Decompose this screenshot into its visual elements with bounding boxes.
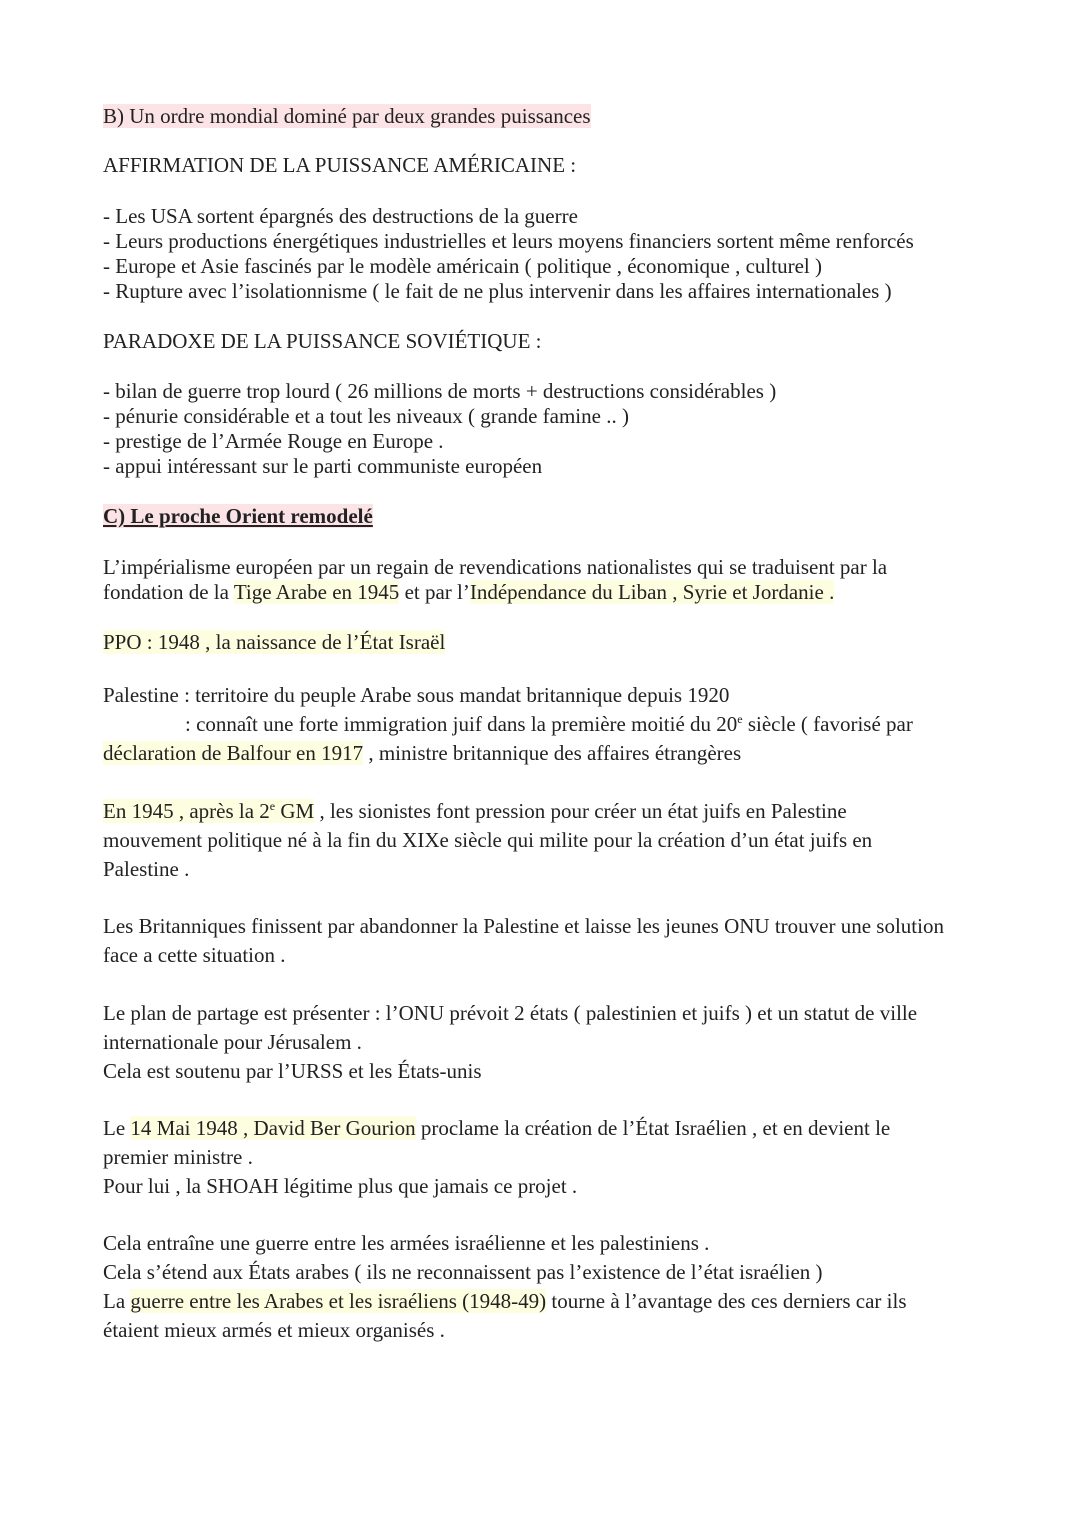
highlight: Indépendance du Liban , Syrie et Jordanie . xyxy=(469,580,835,604)
highlight: Tige Arabe en 1945 xyxy=(233,580,400,604)
highlight: En 1945 , après la 2e GM xyxy=(103,799,315,823)
palestine-line: : connaît une forte immigration juif dans la première moitié du 20e siècle ( favorisé par xyxy=(185,712,913,736)
usa-title: AFFIRMATION DE LA PUISSANCE AMÉRICAINE : xyxy=(103,153,577,177)
proclamation-line: premier ministre . xyxy=(103,1145,253,1169)
ussr-title: PARADOXE DE LA PUISSANCE SOVIÉTIQUE : xyxy=(103,329,542,353)
ussr-point: - appui intéressant sur le parti communiste européen xyxy=(103,454,543,478)
usa-point: - Les USA sortent épargnés des destructions de la guerre xyxy=(103,204,578,228)
zionism-line: Palestine . xyxy=(103,857,190,881)
partition-plan-line: Cela est soutenu par l’URSS et les États-unis xyxy=(103,1059,482,1083)
britain-line: face a cette situation . xyxy=(103,943,286,967)
imperialism-line: L’impérialisme européen par un regain de revendications nationalistes qui se traduisent par la xyxy=(103,555,888,579)
partition-plan-line: internationale pour Jérusalem . xyxy=(103,1030,362,1054)
section-b-heading: B) Un ordre mondial dominé par deux grandes puissances xyxy=(103,104,591,128)
ussr-point: - pénurie considérable et a tout les niveaux ( grande famine .. ) xyxy=(103,404,629,428)
ussr-point: - prestige de l’Armée Rouge en Europe . xyxy=(103,429,444,453)
usa-point: - Rupture avec l’isolationnisme ( le fait de ne plus intervenir dans les affaires internationales ) xyxy=(103,279,892,303)
usa-point: - Leurs productions énergétiques industrielles et leurs moyens financiers sortent même renforcés xyxy=(103,229,914,253)
war-line: Cela s’étend aux États arabes ( ils ne reconnaissent pas l’existence de l’état israélien ) xyxy=(103,1260,823,1284)
partition-plan-line: Le plan de partage est présenter : l’ONU prévoit 2 états ( palestinien et juifs ) et un statut de ville xyxy=(103,1001,918,1025)
highlight: guerre entre les Arabes et les israéliens (1948-49) xyxy=(130,1289,547,1313)
highlight: 14 Mai 1948 , David Ber Gourion xyxy=(130,1116,416,1140)
proclamation-line: Le 14 Mai 1948 , David Ber Gourion proclame la création de l’État Israélien , et en devient le xyxy=(103,1116,891,1140)
ussr-point: - bilan de guerre trop lourd ( 26 millions de morts + destructions considérables ) xyxy=(103,379,777,403)
imperialism-line: fondation de la Tige Arabe en 1945 et par l’Indépendance du Liban , Syrie et Jordanie . xyxy=(103,580,835,604)
ppo-heading: PPO : 1948 , la naissance de l’État Israël xyxy=(103,630,446,654)
zionism-line: mouvement politique né à la fin du XIXe siècle qui milite pour la création d’un état juifs en xyxy=(103,828,873,852)
highlight: déclaration de Balfour en 1917 xyxy=(103,741,364,765)
war-line: Cela entraîne une guerre entre les armées israélienne et les palestiniens . xyxy=(103,1231,710,1255)
britain-line: Les Britanniques finissent par abandonner la Palestine et laisse les jeunes ONU trouver une solution xyxy=(103,914,944,938)
war-line: La guerre entre les Arabes et les israéliens (1948-49) tourne à l’avantage des ces derniers car ils xyxy=(103,1289,907,1313)
usa-point: - Europe et Asie fascinés par le modèle américain ( politique , économique , culturel ) xyxy=(103,254,822,278)
proclamation-line: Pour lui , la SHOAH légitime plus que jamais ce projet . xyxy=(103,1174,578,1198)
war-line: étaient mieux armés et mieux organisés . xyxy=(103,1318,445,1342)
section-c-heading: C) Le proche Orient remodelé xyxy=(103,504,373,528)
palestine-line: déclaration de Balfour en 1917 , ministre britannique des affaires étrangères xyxy=(103,741,742,765)
palestine-line: Palestine : territoire du peuple Arabe sous mandat britannique depuis 1920 xyxy=(103,683,730,707)
zionism-line: En 1945 , après la 2e GM , les sionistes font pression pour créer un état juifs en Palestine xyxy=(103,799,847,823)
